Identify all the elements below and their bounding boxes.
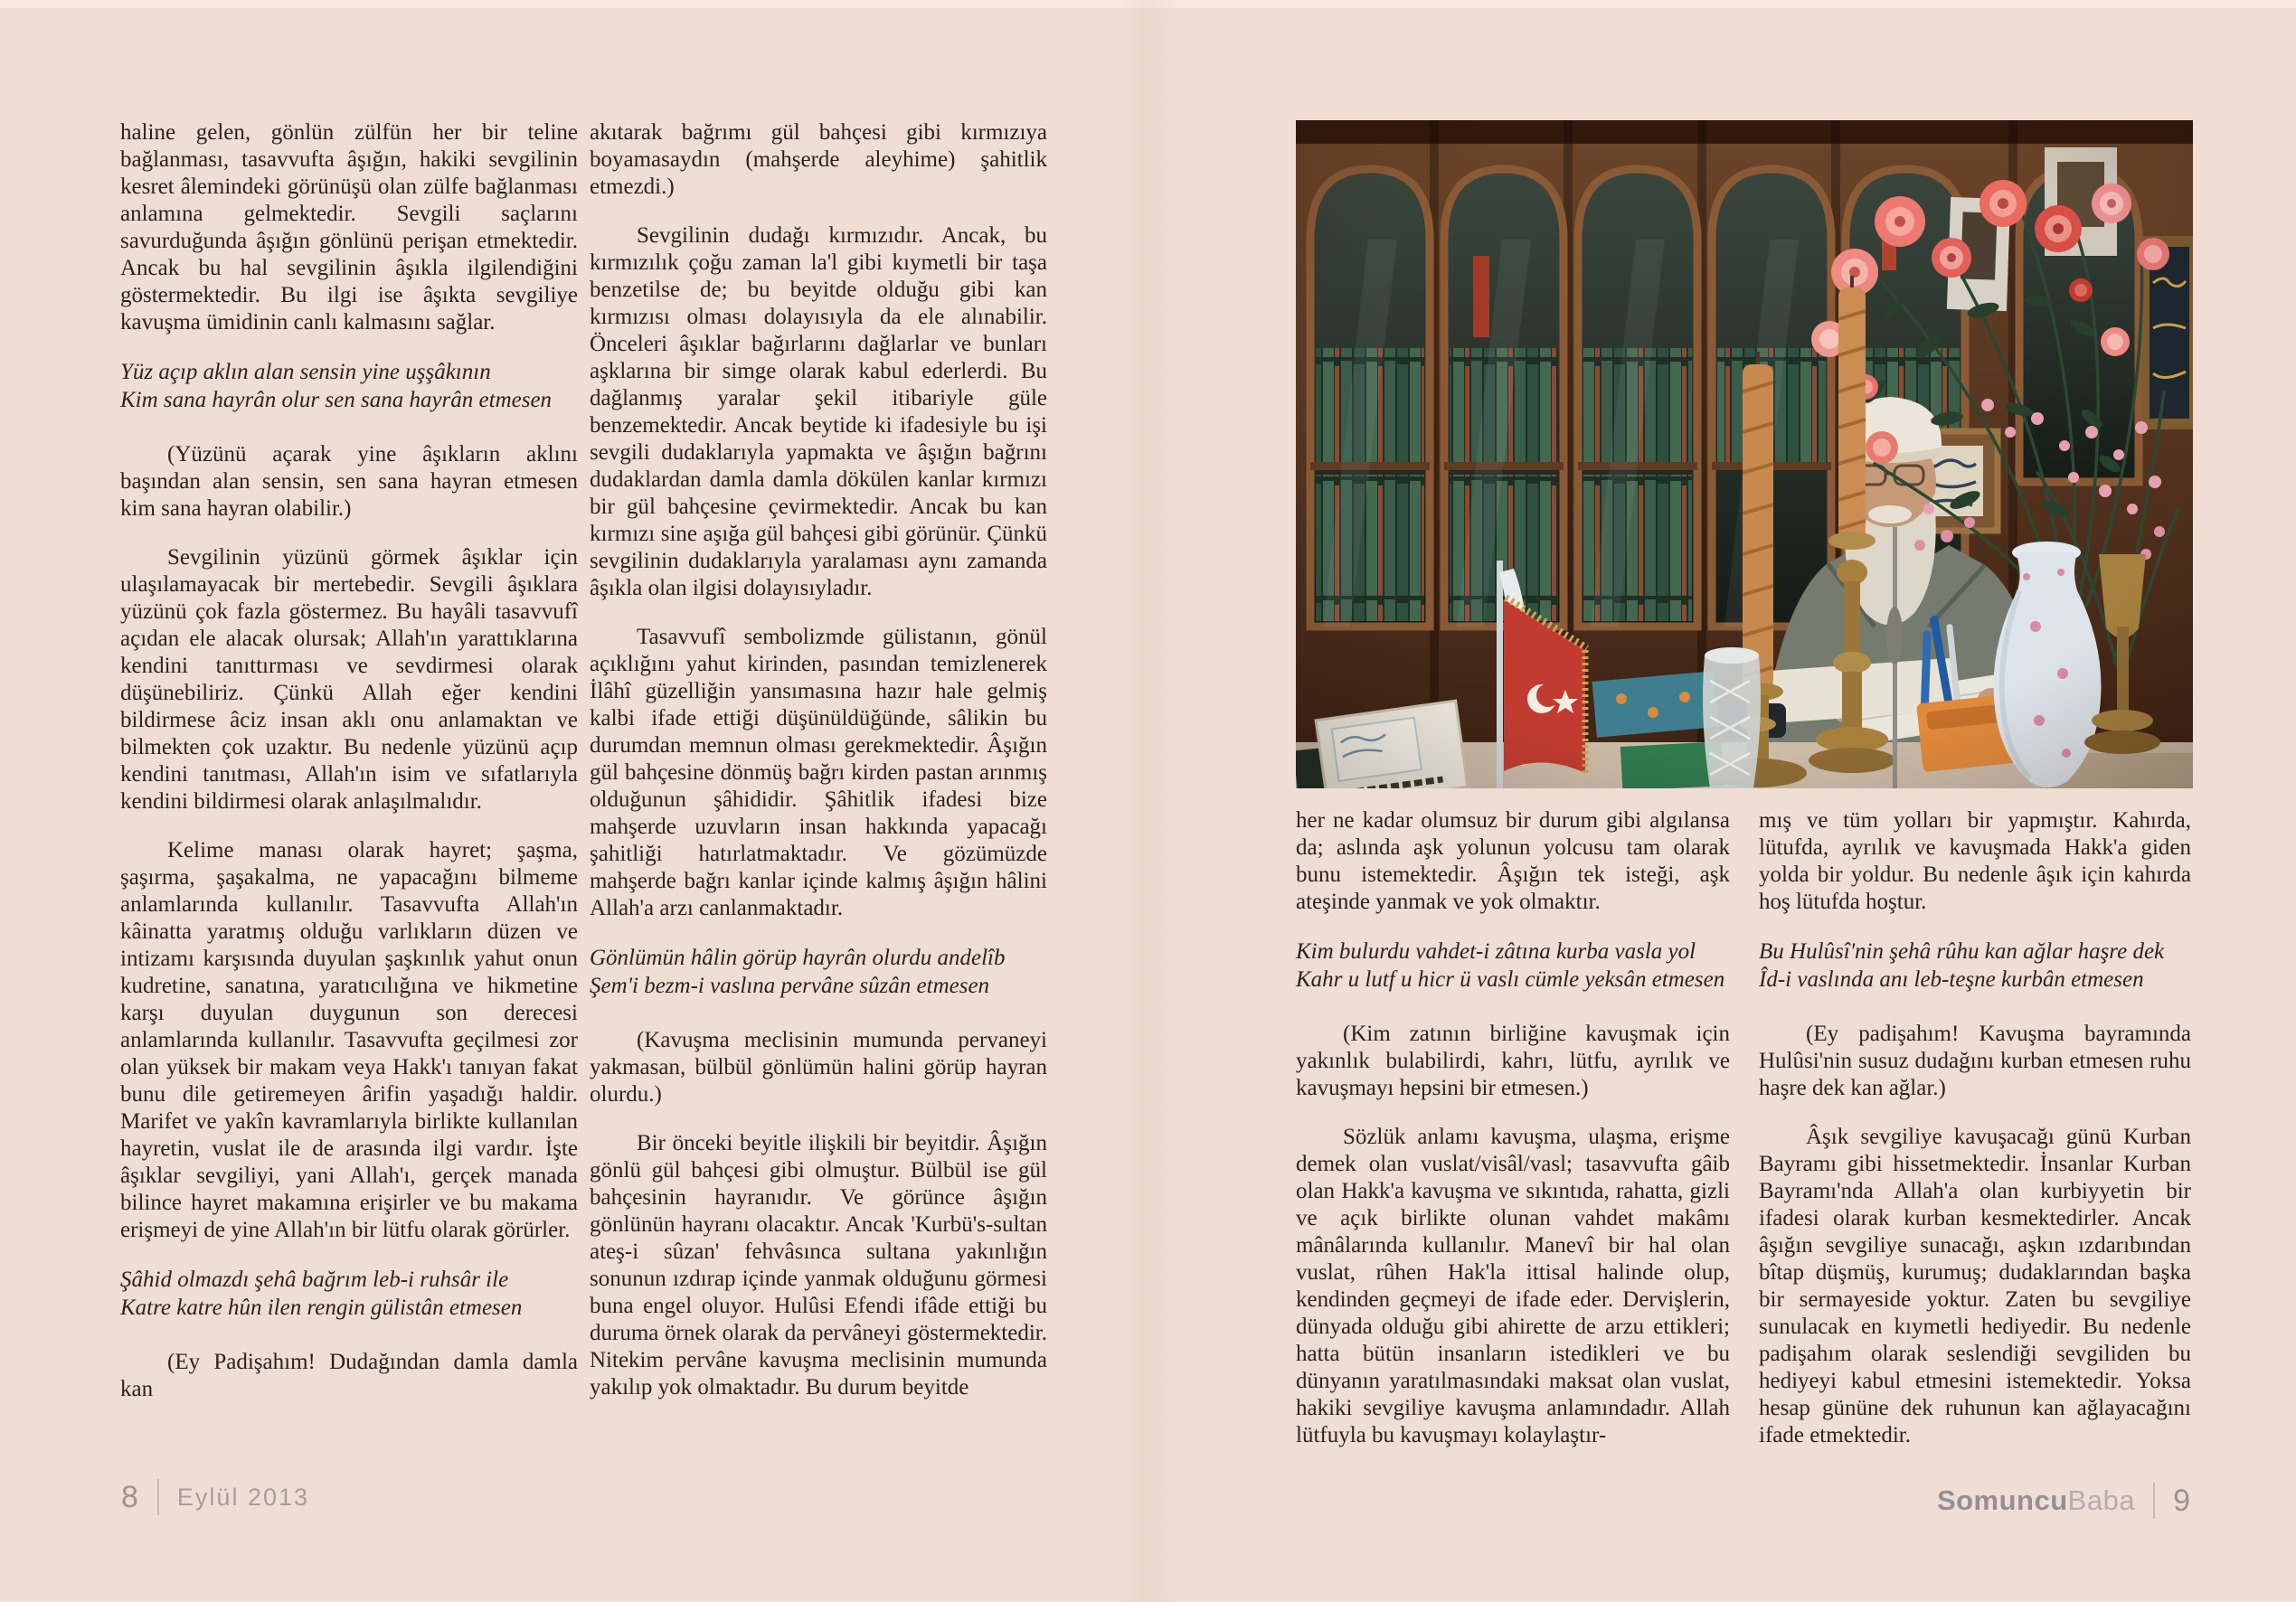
couplet-line: Kahr u lutf u hicr ü vaslı cümle yeksân etmesen	[1296, 967, 1725, 992]
body-paragraph: haline gelen, gönlün zülfün her bir teline bağlanması, tasavvufta âşığın, hakiki sevgilinin kesret âlemindeki görünüşü olan zülfe bağlanması anlamına gelmektedir. Sevgili saçlarını savurduğunda âşığın gönlünü perişan etmektedir. Ancak bu hal sevgilinin âşıkla ilgilendiğini göstermektedir. Bu ilgi ise âşıkta sevgiliye kavuşma ümidinin canlı kalmasını sağlar.	[120, 120, 578, 335]
body-paragraph: Kelime manası olarak hayret; şaşma, şaşırma, şaşakalma, ne yapacağını bilmeme anlamlarında kullanılır. Tasavvufta Allah'ın kâinatta yaratmış olduğu varlıkların düzen ve intizamı karşısında duyulan şaşkınlık yahut onun kudretine, sanatına, yaratıcılığına ve hikmetine karşı duyulan duygunun son derecesi anlamlarında kullanılır. Tasavvufta geçilmesi zor olan yüksek bir makam veya Hakk'ı tanıyan fakat bunu dile getiremeyen ârifin yaşadığı haldir. Marifet ve yakîn kavramlarıyla birlikte kullanılan hayretin, vuslat ile de arasında ilgi vardır. İşte âşıklar sevgiliyi, yani Allah'ı, gerçek manada bilince hayret makamına erişirler ve bu makama erişmeyi de yine Allah'ın bir lütfu olarak görürler.	[120, 838, 578, 1242]
translation-paragraph: (Kavuşma meclisinin mumunda pervaneyi yakmasan, bülbül gönlümün halini görüp hayran olurdu.)	[590, 1028, 1047, 1107]
body-paragraph: akıtarak bağrımı gül bahçesi gibi kırmızıya boyamasaydın (mahşerde aleyhime) şahitlik etmezdi.)	[590, 120, 1047, 199]
couplet-line: Kim bulurdu vahdet-i zâtına kurba vasla yol	[1296, 939, 1696, 964]
couplet	[120, 1266, 578, 1322]
footer-divider	[157, 1479, 159, 1515]
footer-divider	[2153, 1483, 2155, 1519]
couplet-line: Yüz açıp aklın alan sensin yine uşşâkının	[120, 360, 491, 384]
couplet-line: Kim sana hayrân olur sen sana hayrân etmesen	[120, 388, 553, 412]
library-photo-illustration	[1296, 120, 2193, 788]
couplet-line: Şâhid olmazdı şehâ bağrım leb-i ruhsâr ile	[120, 1267, 509, 1292]
library-photo	[1296, 120, 2193, 788]
right-page-column-1	[1296, 807, 1730, 1449]
couplet	[1759, 938, 2191, 994]
translation-paragraph: (Yüzünü açarak yine âşıkların aklını başından alan sensin, sen sana hayran etmesen kim sana hayran olabilir.)	[120, 442, 578, 521]
couplet-line: Gönlümün hâlin görüp hayrân olurdu andelîb	[590, 946, 1006, 970]
right-page-footer	[1937, 1483, 2191, 1519]
right-page-column-2	[1759, 807, 2191, 1449]
translation-paragraph: (Ey padişahım! Kavuşma bayramında Hulûsi'nin susuz dudağını kurban etmesen ruhu haşre dek kan ağlar.)	[1759, 1022, 2191, 1100]
body-paragraph: Sevgilinin yüzünü görmek âşıklar için ulaşılamayacak bir mertebedir. Sevgili âşıklara yüzünü çok fazla göstermez. Bu hayâli tasavvufî açıdan ele alacak olursak; Allah'ın yarattıklarına kendini tanıttırması ve sevdirmesi olarak düşünebiliriz. Çünkü Allah eğer kendini bildirmese âciz insan aklı onu anlamaktan ve bilmekten çok uzaktır. Bu nedenle yüzünü açıp kendini tanıtması, Allah'ın isim ve sıfatlarıyla kendini bildirmesi olarak anlaşılmalıdır.	[120, 545, 578, 814]
body-paragraph: Bir önceki beyitle ilişkili bir beyitdir. Âşığın gönlü gül bahçesi gibi olmuştur. Bülbül ise gül bahçesinin hayranıdır. Ve görünce âşığın gönlünün hayranı olacaktır. Ancak 'Kurbü's-sultan ateş-i sûzan' fehvâsınca sultana yakınlığın sonunun ızdırap içinde yanmak olduğunu görmesi buna engel oluyor. Hulûsi Efendi ifâde ettiği bu duruma örnek olarak da pervâneyi göstermektedir. Nitekim pervâne kavuşma meclisinin mumunda yakılıp yok olmaktadır. Bu durum beyitde	[590, 1131, 1047, 1399]
couplet	[590, 944, 1047, 1000]
issue-date: Eylül 2013	[176, 1483, 310, 1511]
left-page-column-2	[590, 119, 1047, 1401]
magazine-brand-primary: Somuncu	[1936, 1484, 2068, 1516]
body-paragraph: Âşık sevgiliye kavuşacağı günü Kurban Bayramı gibi hissetmektedir. İnsanlar Kurban Bayramı'nda Allah'a olan kurbiyyetin bir ifadesi olarak kurban kesmektedirler. Ancak âşığın sevgiliye sunacağı, aşkın ızdarıbından bîtap düşmüş, kurumuş; dudaklarından başka bir sermayeside yoktur. Zaten bu sevgiliye sunulacak en kıymetli hediyedir. Bu nedenle padişahım olarak seslendiği sevgiliden bu hediyeyi kabul etmesini istemektedir. Yoksa hesap gününe dek ruhunun kan ağlayacağını ifade etmektedir.	[1759, 1125, 2191, 1447]
couplet-line: Şem'i bezm-i vaslına pervâne sûzân etmesen	[590, 974, 990, 998]
couplet	[1296, 938, 1730, 994]
left-page-footer	[121, 1479, 309, 1515]
page-number: 9	[2173, 1483, 2191, 1518]
body-paragraph: Sözlük anlamı kavuşma, ulaşma, erişme demek olan vuslat/visâl/vasl; tasavvufta gâib olan Hakk'a kavuşma ve sıkıntıda, rahatta, gizli ve açık birlikte olunan vahdet makâmı mânâlarında kullanılır. Manevî bir hal olan vuslat, rûhen Hak'la ittisal halinde olup, kendinden geçmeyi de ifade eder. Dervişlerin, dünyada olduğu gibi ahirette de arzu ettikleri; hatta bütün insanların istedikleri ve bu dünyanın yaratılmasındaki maksat olan vuslat, hakiki sevgiliye kavuşma anlamındadır. Allah lütfuyla bu kavuşmayı kolaylaştır-	[1296, 1125, 1730, 1447]
page-number: 8	[121, 1479, 139, 1514]
photo-vignette	[1296, 120, 2193, 788]
body-paragraph: Tasavvufî sembolizmde gülistanın, gönül açıklığını yahut kirinden, pasından temizlenerek İlâhî güzelliğin yansımasına hazır hale gelmiş kalbi ifade ettiği düşünüldüğünde, sâlikin bu durumdan memnun olması gerekmektedir. Âşığın gül bahçesine dönmüş bağrı kirden pastan arınmış olduğunun şâhididir. Şâhitlik ifadesi bize mahşerde uzuvların insan hakkında yapacağı şahitliği hatırlatmaktadır. Ve gözümüzde mahşerde bağrı kanlar içinde kalmış âşığın hâlini Allah'a arzı canlanmaktadır.	[590, 625, 1047, 920]
couplet-line: Bu Hulûsî'nin şehâ rûhu kan ağlar haşre dek	[1759, 939, 2165, 964]
body-paragraph: mış ve tüm yolları bir yapmıştır. Kahırda, lütufda, ayrılık ve kavuşmada Hakk'a giden yolda bir yoldur. Bu nedenle âşık için kahırda hoş lütufda hoştur.	[1759, 808, 2191, 914]
magazine-brand-secondary: Baba	[2067, 1484, 2136, 1516]
body-paragraph: her ne kadar olumsuz bir durum gibi algılansa da; aslında aşk yolunun yolcusu tam olarak bunu istemektedir. Âşığın tek isteği, aşk ateşinde yanmak ve yok olmaktır.	[1296, 808, 1730, 914]
body-paragraph: Sevgilinin dudağı kırmızıdır. Ancak, bu kırmızılık çoğu zaman la'l gibi kıymetli bir taşa benzetilse de; bu beyitde olduğu gibi kan kırmızısı olması dolayısıyla da ele alınabilir. Önceleri âşıklar bağırlarını dağlarlar ve bunları aşklarına bir simge olarak kabul ederlerdi. Bu dağlanmış yaralar şekil itibariyle güle benzemektedir. Ancak beytide ki ifadesiyle bu işi sevgili dudaklarıyla yapmakta ve âşığın bağrını dudaklardan damla damla dökülen kanlar kırmızı bir gül bahçesine çevirmektedir. Ancak bu kan kırmızı sine aşığa gül bahçesi gibi görünür. Çünkü sevgilinin dudaklarıyla yaralaması aynı zamanda âşıkla olan ilgisi dolayısıyladır.	[590, 223, 1047, 600]
couplet-line: Katre katre hûn ilen rengin gülistân etmesen	[120, 1296, 523, 1320]
couplet	[120, 358, 578, 414]
left-page-column-1	[120, 119, 578, 1403]
page-gutter	[1117, 0, 1180, 1602]
translation-paragraph: (Kim zatının birliğine kavuşmak için yakınlık bulabilirdi, kahrı, lütfu, ayrılık ve kavuşmayı hepsini bir etmesen.)	[1296, 1022, 1730, 1100]
couplet-line: Îd-i vaslında anı leb-teşne kurbân etmesen	[1759, 967, 2144, 992]
translation-paragraph: (Ey Padişahım! Dudağından damla damla kan	[120, 1350, 578, 1401]
